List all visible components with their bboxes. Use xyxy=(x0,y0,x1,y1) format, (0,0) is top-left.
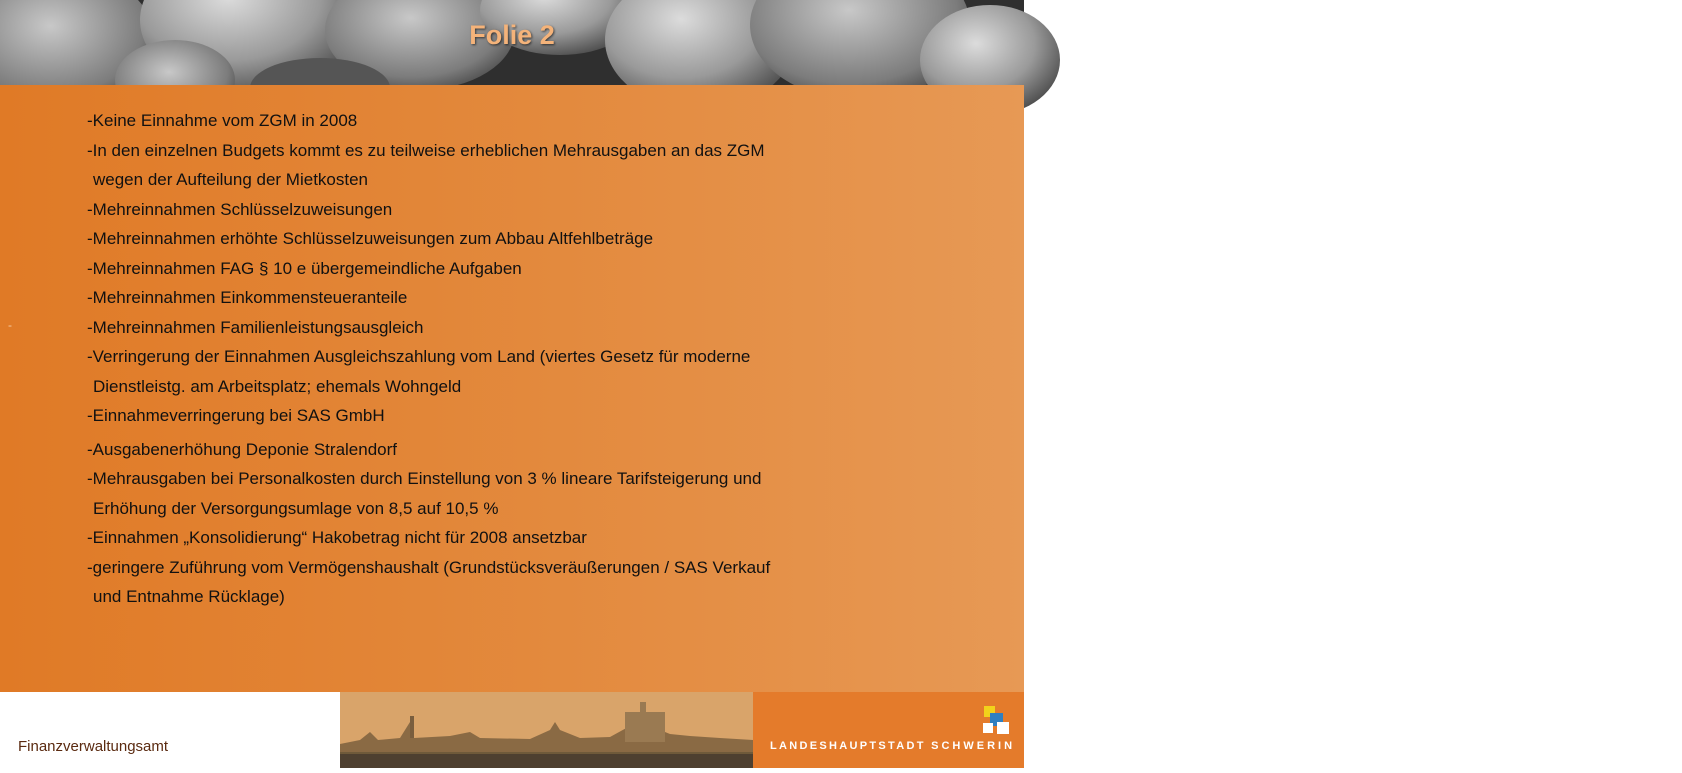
bullet-item: -geringere Zuführung vom Vermögenshaushalt (Grundstücksveräußerungen / SAS Verkauf xyxy=(87,557,771,577)
bullet-item: -Mehreinnahmen Einkommensteueranteile xyxy=(87,288,408,307)
bullet-item: -Verringerung der Einnahmen Ausgleichszahlung vom Land (viertes Gesetz für moderne xyxy=(87,347,751,366)
bullet-continuation: Erhöhung der Versorgungsumlage von 8,5 auf 10,5 % xyxy=(93,498,499,518)
bullet-item: -Einnahmeverringerung bei SAS GmbH xyxy=(87,406,385,425)
slide-title: Folie 2 xyxy=(469,20,555,50)
city-logo-icon xyxy=(981,706,1011,740)
bullet-item: -Mehreinnahmen erhöhte Schlüsselzuweisungen zum Abbau Altfehlbeträge xyxy=(87,229,654,248)
city-prefix: LANDESHAUPTSTADT xyxy=(770,740,926,752)
city-skyline-photo xyxy=(340,692,753,768)
department-label: Finanzverwaltungsamt xyxy=(18,738,169,755)
bullet-item: -Ausgabenerhöhung Deponie Stralendorf xyxy=(87,439,398,459)
stray-mark: - xyxy=(8,318,12,332)
city-name: SCHWERIN xyxy=(931,740,1016,752)
bullet-continuation: und Entnahme Rücklage) xyxy=(93,587,285,606)
bullet-item: -Mehreinnahmen Schlüsselzuweisungen xyxy=(87,199,393,219)
bullet-list xyxy=(87,106,770,612)
bullet-item: -Keine Einnahme vom ZGM in 2008 xyxy=(87,111,358,130)
city-name-label xyxy=(770,740,1015,752)
bullet-continuation: wegen der Aufteilung der Mietkosten xyxy=(93,170,369,189)
slide-header xyxy=(0,0,1024,85)
bullet-item: -Mehreinnahmen Familienleistungsausgleich xyxy=(87,317,424,337)
bullet-continuation: Dienstleistg. am Arbeitsplatz; ehemals Wohngeld xyxy=(93,376,462,396)
bullet-item: -In den einzelnen Budgets kommt es zu teilweise erheblichen Mehrausgaben an das ZGM xyxy=(87,140,765,160)
content-panel xyxy=(0,85,1024,692)
page-number: 13 xyxy=(1663,708,1682,727)
bullet-item: -Mehrausgaben bei Personalkosten durch Einstellung von 3 % lineare Tarifsteigerung und xyxy=(87,469,762,488)
bullet-item: -Mehreinnahmen FAG § 10 e übergemeindliche Aufgaben xyxy=(87,258,522,278)
bullet-item: -Einnahmen „Konsolidierung“ Hakobetrag nicht für 2008 ansetzbar xyxy=(87,528,587,547)
city-logo-block xyxy=(753,692,1682,768)
slide-footer xyxy=(0,692,1682,768)
